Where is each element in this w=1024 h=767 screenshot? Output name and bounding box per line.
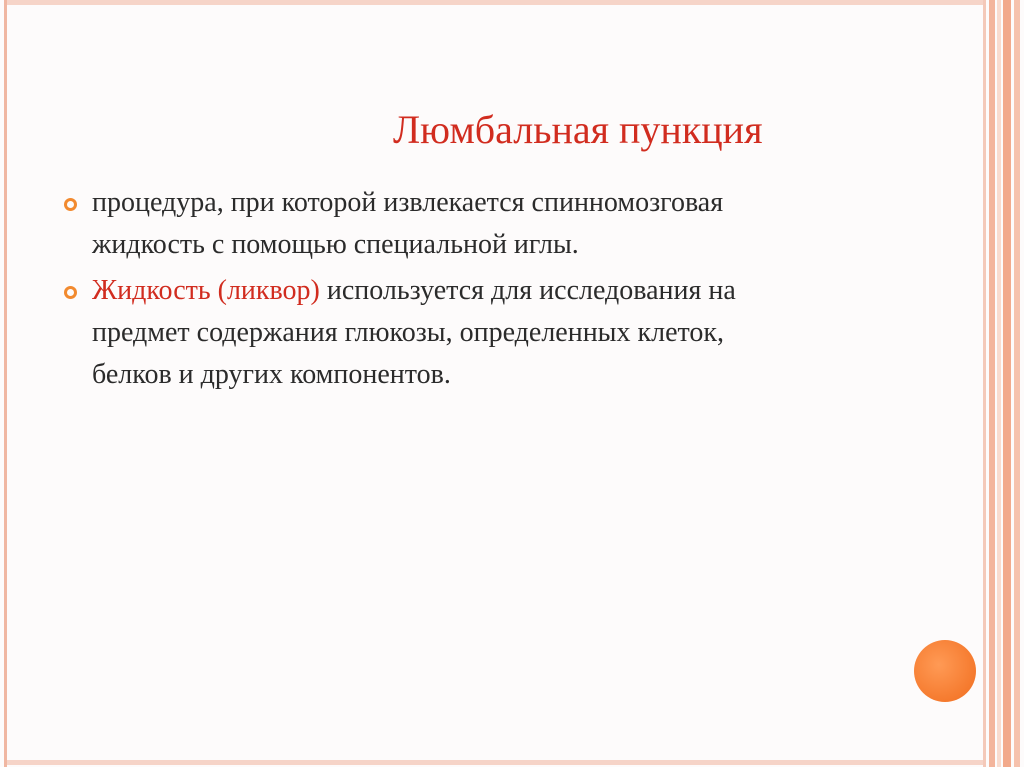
decor-stripe [983, 0, 986, 767]
bullet-text: используется для исследования на предмет содержания глюкозы, определенных клеток, белков и других компонентов. [92, 275, 736, 390]
frame-top-border [7, 0, 983, 5]
slide-content [64, 182, 784, 400]
bullet-text: процедура, при которой извлекается спинномозговая жидкость с помощью специальной иглы. [92, 187, 724, 260]
ring-bullet-icon [64, 286, 77, 299]
bullet-item [64, 270, 784, 396]
decor-stripe [989, 0, 995, 767]
bullet-item [64, 182, 784, 266]
frame-bottom-border [7, 760, 983, 765]
slide-title: Люмбальная пункция [393, 107, 763, 152]
orange-circle-icon [914, 640, 976, 702]
frame-left-border [4, 0, 7, 767]
bullet-highlight: Жидкость (ликвор) [92, 275, 320, 306]
decor-stripe [1003, 0, 1011, 767]
ring-bullet-icon [64, 198, 77, 211]
decor-stripe [997, 0, 1001, 767]
decor-stripe [1014, 0, 1020, 767]
